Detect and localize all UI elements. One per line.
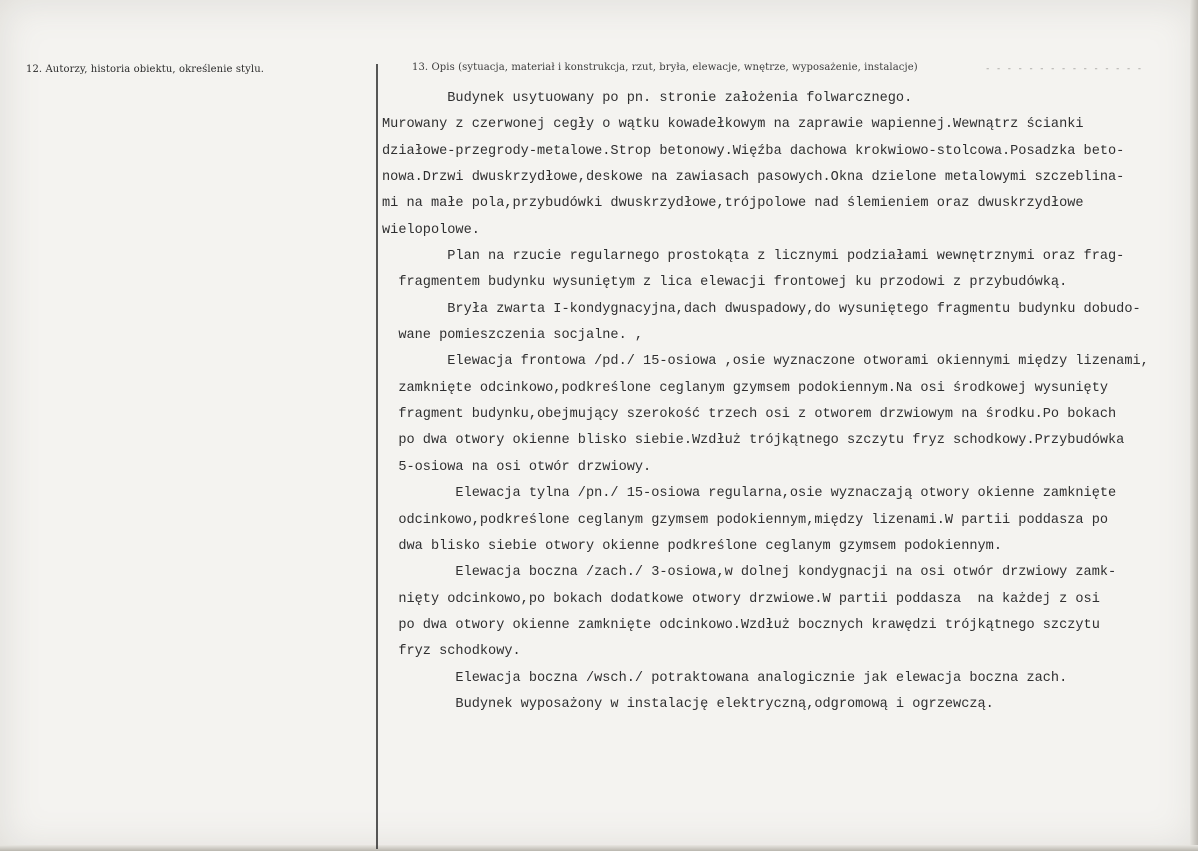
description-text bbox=[382, 86, 1182, 718]
text-line: mi na małe pola,przybudówki dwuskrzydłowe,trójpolowe nad ślemieniem oraz dwuskrzydłowe bbox=[382, 196, 1084, 212]
text-line: nowa.Drzwi dwuskrzydłowe,deskowe na zawiasach pasowych.Okna dzielone metalowymi szczeblina- bbox=[382, 170, 1125, 186]
section-13-header: 13. Opis (sytuacja, materiał i konstrukcja, rzut, bryła, elewacje, wnętrze, wyposażenie, instalacje) bbox=[412, 62, 918, 73]
text-line: 5-osiowa na osi otwór drzwiowy. bbox=[382, 459, 652, 475]
column-divider bbox=[376, 64, 378, 849]
text-line: wielopolowe. bbox=[382, 222, 480, 238]
text-line: Elewacja boczna /zach./ 3-osiowa,w dolnej kondygnacji na osi otwór drzwiowy zamk- bbox=[382, 565, 1117, 581]
text-line: Plan na rzucie regularnego prostokąta z licznymi podziałami wewnętrznymi oraz frag- bbox=[382, 249, 1125, 265]
text-line: Budynek usytuowany po pn. stronie założenia folwarcznego. bbox=[382, 91, 913, 106]
text-line: fragment budynku,obejmujący szerokość trzech osi z otworem drzwiowym na środku.Po bokach bbox=[382, 407, 1117, 423]
text-line: Elewacja frontowa /pd./ 15-osiowa ,osie wyznaczone otworami okiennymi między lizenami, bbox=[382, 354, 1149, 370]
text-line: Budynek wyposażony w instalację elektryczną,odgromową i ogrzewczą. bbox=[382, 696, 994, 712]
text-line: po dwa otwory okienne zamknięte odcinkowo.Wzdłuż bocznych krawędzi trójkątnego szczytu bbox=[382, 617, 1100, 633]
text-line: odcinkowo,podkreślone ceglanym gzymsem podokiennym,między lizenami.W partii poddasza po bbox=[382, 512, 1109, 528]
text-line: Bryła zwarta I-kondygnacyjna,dach dwuspadowy,do wysuniętego fragmentu budynku dobudo- bbox=[382, 301, 1141, 317]
text-line: działowe-przegrody-metalowe.Strop betonowy.Więźba dachowa krokwiowo-stolcowa.Posadzka beto- bbox=[382, 143, 1125, 159]
text-line: Murowany z czerwonej cegły o wątku kowadełkowym na zaprawie wapiennej.Wewnątrz ścianki bbox=[382, 117, 1084, 133]
text-line: Elewacja boczna /wsch./ potraktowana analogicznie jak elewacja boczna zach. bbox=[382, 670, 1068, 686]
text-line: zamknięte odcinkowo,podkreślone ceglanym gzymsem podokiennym.Na osi środkowej wysunięty bbox=[382, 380, 1109, 396]
text-line: fragmentem budynku wysuniętym z lica elewacji frontowej ku przodowi z przybudówką. bbox=[382, 275, 1068, 291]
text-line: dwa blisko siebie otwory okienne podkreślone ceglanym gzymsem podokiennym. bbox=[382, 538, 1002, 554]
section-12-header: 12. Autorzy, historia obiektu, określenie stylu. bbox=[26, 64, 265, 75]
text-line: nięty odcinkowo,po bokach dodatkowe otwory drzwiowe.W partii poddasza na każdej z osi bbox=[382, 591, 1100, 607]
text-line: fryz schodkowy. bbox=[382, 644, 521, 660]
text-line: Elewacja tylna /pn./ 15-osiowa regularna,osie wyznaczają otwory okienne zamknięte bbox=[382, 486, 1117, 502]
dashed-rule: - - - - - - - - - - - - - - - bbox=[985, 64, 1143, 74]
page-edge-right bbox=[1190, 0, 1198, 851]
text-line: po dwa otwory okienne blisko siebie.Wzdłuż trójkątnego szczytu fryz schodkowy.Przybudówka bbox=[382, 433, 1125, 449]
text-line: wane pomieszczenia socjalne. , bbox=[382, 328, 644, 344]
page-edge-bottom bbox=[0, 845, 1198, 851]
